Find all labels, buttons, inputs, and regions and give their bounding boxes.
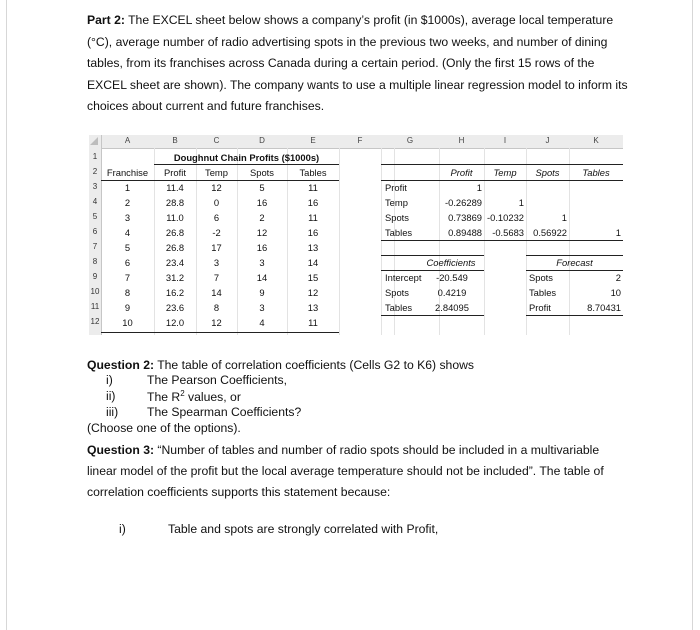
coefficients-bottom-rule [381, 315, 484, 316]
forecast-label: Tables [529, 287, 557, 298]
corr-value: -0.5683 [492, 227, 524, 238]
column-header-f[interactable]: F [357, 136, 363, 145]
correlation-header-rule [381, 180, 623, 181]
q2-option-1-text[interactable]: The Pearson Coefficients, [147, 373, 288, 387]
corr-row-label: Tables [385, 227, 413, 238]
cell-temp: 3 [213, 257, 220, 268]
q3-option-1-number: i) [119, 522, 126, 536]
corr-value: 1 [518, 197, 524, 208]
q2-choose-note: (Choose one of the options). [87, 421, 241, 435]
column-header-j[interactable]: J [545, 136, 550, 145]
header-temp: Temp [205, 167, 228, 178]
row-header-7[interactable]: 7 [92, 242, 98, 251]
column-header-c[interactable]: C [213, 136, 220, 145]
coef-label: Intercept [385, 272, 422, 283]
cell-spots: 9 [259, 287, 265, 298]
coef-value: -20.549 [436, 272, 468, 283]
header-tables: Tables [299, 167, 327, 178]
cell-profit: 26.8 [165, 242, 185, 253]
corr-value: 0.73869 [448, 212, 482, 223]
cell-spots: 12 [256, 227, 268, 238]
column-header-h[interactable]: H [458, 136, 465, 145]
q2-option-3-number: iii) [106, 405, 119, 419]
cell-spots: 16 [256, 197, 268, 208]
row-header-10[interactable]: 10 [90, 287, 100, 296]
forecast-header-rule [526, 270, 623, 271]
header-profit: Profit [164, 167, 186, 178]
cell-profit: 12.0 [165, 317, 185, 328]
cell-profit: 31.2 [165, 272, 185, 283]
forecast-value: 8.70431 [587, 302, 621, 313]
forecast-header: Forecast [556, 257, 593, 268]
cell-spots: 5 [259, 182, 265, 193]
row-header-8[interactable]: 8 [92, 257, 98, 266]
cell-tables: 13 [307, 242, 319, 253]
corr-row-label: Spots [385, 212, 409, 223]
row-header-2[interactable]: 2 [92, 167, 98, 176]
column-header-i[interactable]: I [503, 136, 507, 145]
cell-temp: 12 [211, 317, 222, 328]
q3-option-1-text[interactable]: Table and spots are strongly correlated with Profit, [168, 522, 439, 536]
title-underline [154, 164, 339, 165]
header-underline [101, 180, 339, 181]
page-border-right [692, 0, 693, 630]
row-header-12[interactable]: 12 [90, 317, 100, 326]
forecast-label: Profit [529, 302, 551, 313]
cell-tables: 16 [307, 197, 319, 208]
q2-option-2-superscript: 2 [180, 389, 185, 398]
cell-profit: 28.8 [165, 197, 185, 208]
cell-profit: 26.8 [165, 227, 185, 238]
coef-value: 0.4219 [437, 287, 467, 298]
row-header-4[interactable]: 4 [92, 197, 98, 206]
cell-temp: 0 [213, 197, 220, 208]
sheet-title: Doughnut Chain Profits ($1000s) [173, 152, 320, 163]
question-3 [87, 440, 627, 503]
correlation-bottom-rule [381, 240, 623, 241]
cell-franchise: 5 [124, 242, 131, 253]
cell-tables: 13 [307, 302, 319, 313]
part-label: Part 2: [87, 13, 125, 27]
cell-franchise: 2 [124, 197, 131, 208]
cell-temp: 7 [213, 272, 220, 283]
cell-spots: 3 [259, 302, 265, 313]
cell-profit: 23.4 [165, 257, 185, 268]
row-header-11[interactable]: 11 [90, 302, 100, 311]
column-header-a[interactable]: A [124, 136, 131, 145]
forecast-value: 10 [610, 287, 621, 298]
q2-option-3-text[interactable]: The Spearman Coefficients? [147, 405, 302, 419]
column-header-k[interactable]: K [593, 136, 599, 145]
cell-spots: 2 [259, 212, 265, 223]
coef-label: Spots [385, 287, 409, 298]
corr-value: 0.89488 [448, 227, 482, 238]
coef-label: Tables [385, 302, 413, 313]
cell-temp: 14 [211, 287, 222, 298]
cell-franchise: 6 [124, 257, 131, 268]
corr-header-spots: Spots [535, 167, 560, 178]
cell-franchise: 4 [124, 227, 131, 238]
page-border-left [6, 0, 7, 630]
excel-sheet [89, 135, 623, 335]
coefficients-header-rule [381, 270, 484, 271]
cell-tables: 14 [307, 257, 319, 268]
cell-temp: -2 [212, 227, 221, 238]
row-header-6[interactable]: 6 [92, 227, 98, 236]
intro-text: The EXCEL sheet below shows a company’s profit (in $1000s), average local temperature (°C), average number of radio advertising spots in the previous two weeks, and number of dining tables, from its franchises across Canada during a certain period. (Only the first 15 rows of the EXCEL sheet are shown). The company wants to use a multiple linear regression model to inform its choices about current and future franchises. [87, 13, 628, 114]
row-header-3[interactable]: 3 [92, 182, 98, 191]
cell-temp: 8 [213, 302, 220, 313]
coef-value: 2.84095 [435, 302, 469, 313]
corr-row-label: Profit [385, 182, 407, 193]
row-header-1[interactable]: 1 [92, 152, 98, 161]
cell-spots: 3 [259, 257, 265, 268]
q2-option-2-text[interactable] [147, 389, 241, 404]
question-2-label: Question 2: [87, 358, 155, 372]
forecast-top-rule [526, 255, 623, 256]
row-header-5[interactable]: 5 [92, 212, 98, 221]
header-spots: Spots [250, 167, 274, 178]
cell-tables: 11 [308, 182, 318, 193]
corr-header-temp: Temp [493, 167, 517, 178]
q2-option-1-number: i) [106, 373, 113, 387]
cell-profit: 16.2 [165, 287, 185, 298]
cell-franchise: 10 [122, 317, 133, 328]
column-header-g[interactable]: G [406, 136, 414, 145]
cell-temp: 6 [213, 212, 220, 223]
cell-franchise: 7 [124, 272, 131, 283]
cell-profit: 11.4 [166, 182, 184, 193]
cell-tables: 12 [307, 287, 319, 298]
coefficients-top-rule [381, 255, 484, 256]
corr-value: -0.26289 [444, 197, 482, 208]
cell-temp: 12 [211, 182, 222, 193]
column-header-e[interactable]: E [310, 136, 316, 145]
cell-tables: 11 [308, 212, 318, 223]
corr-header-profit: Profit [450, 167, 473, 178]
cell-profit: 23.6 [165, 302, 185, 313]
cell-tables: 15 [307, 272, 319, 283]
cell-profit: 11.0 [166, 212, 184, 223]
select-all-corner[interactable] [90, 137, 98, 145]
row-header-9[interactable]: 9 [92, 272, 98, 281]
question-3-text: “Number of tables and number of radio spots should be included in a multivariable linear model of the profit but the local average temperature should not be included”. The table of correlation coefficients supports this statement because: [87, 443, 604, 499]
corr-value: 1 [476, 182, 482, 193]
corr-row-label: Temp [385, 197, 408, 208]
forecast-label: Spots [529, 272, 553, 283]
coefficients-header: Coefficients [426, 257, 476, 268]
cell-spots: 16 [256, 242, 268, 253]
cell-tables: 16 [307, 227, 319, 238]
correlation-top-rule [381, 164, 623, 165]
question-3-label: Question 3: [87, 443, 155, 457]
corr-header-tables: Tables [582, 167, 610, 178]
table-bottom-rule [101, 332, 339, 333]
corr-value: -0.10232 [486, 212, 524, 223]
q2-option-2-text-a: The R [147, 390, 181, 405]
cell-franchise: 9 [124, 302, 131, 313]
grid-line [381, 148, 382, 335]
header-franchise: Franchise [106, 167, 149, 178]
cell-spots: 4 [259, 317, 265, 328]
cell-temp: 17 [211, 242, 222, 253]
cell-franchise: 3 [124, 212, 131, 223]
column-header-d[interactable]: D [259, 136, 265, 145]
grid-line [339, 148, 340, 335]
question-2-text: The table of correlation coefficients (Cells G2 to K6) shows [154, 358, 475, 372]
cell-tables: 11 [308, 317, 318, 328]
intro-paragraph [87, 10, 632, 118]
cell-spots: 14 [256, 272, 268, 283]
corr-value: 1 [561, 212, 567, 223]
cell-franchise: 8 [124, 287, 131, 298]
forecast-bottom-rule [526, 315, 623, 316]
corr-value: 1 [615, 227, 621, 238]
column-header-b[interactable]: B [172, 136, 178, 145]
q2-option-2-number: ii) [106, 389, 116, 403]
corr-value: 0.56922 [533, 227, 567, 238]
cell-franchise: 1 [124, 182, 131, 193]
q2-option-2-text-b: values, or [184, 390, 241, 405]
forecast-value: 2 [615, 272, 621, 283]
